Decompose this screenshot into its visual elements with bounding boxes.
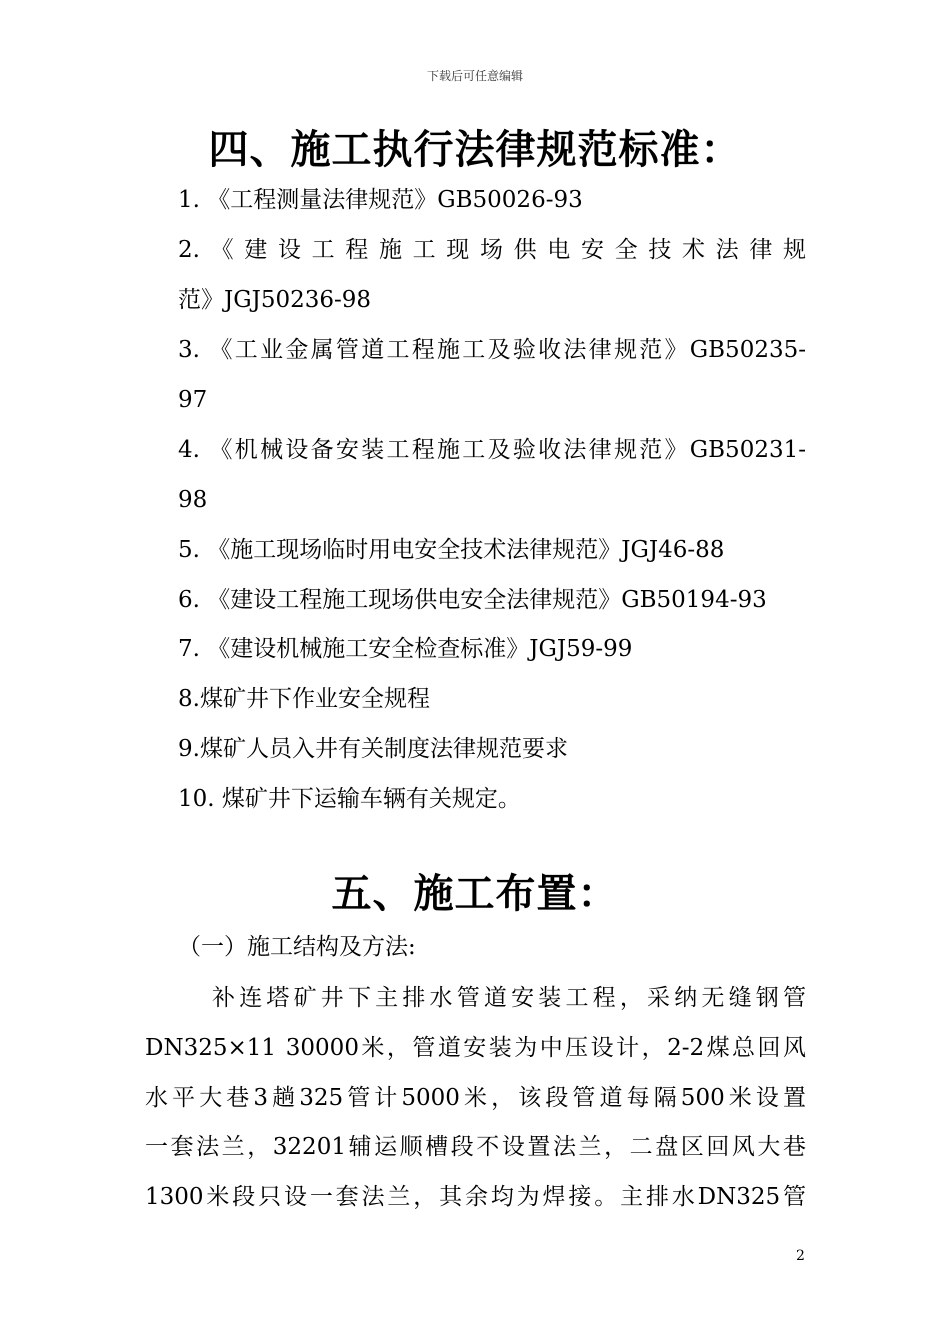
section-4-title: 四、施工执行法律规范标准： (208, 127, 742, 173)
list-item-2: 2.《建设工程施工现场供电安全技术法律规 (178, 237, 806, 263)
section-5-title: 五、施工布置： (331, 871, 619, 917)
paragraph-line-2: DN325×11 30000米，管道安装为中压设计，2-2煤总回风 (145, 1035, 806, 1061)
paragraph-line-3: 水平大巷3趟325管计5000米，该段管道每隔500米设置 (145, 1085, 806, 1111)
header-note: 下载后可任意编辑 (426, 69, 523, 83)
paragraph-line-5: 1300米段只设一套法兰，其余均为焊接。主排水DN325管 (145, 1184, 806, 1210)
list-item-3-continued: 97 (178, 387, 208, 413)
list-item-5: 5. 《施工现场临时用电安全技术法律规范》JGJ46-88 (178, 537, 725, 563)
list-item-8: 8.煤矿井下作业安全规程 (178, 686, 430, 712)
list-item-6: 6. 《建设工程施工现场供电安全法律规范》GB50194-93 (178, 587, 767, 613)
list-item-9: 9.煤矿人员入井有关制度法律规范要求 (178, 736, 568, 762)
section-5-subheading: （一）施工结构及方法: (178, 934, 416, 960)
list-item-3: 3. 《工业金属管道工程施工及验收法律规范》GB50235- (178, 337, 806, 363)
list-item-10: 10. 煤矿井下运输车辆有关规定。 (178, 786, 521, 812)
page-number: 2 (796, 1248, 805, 1264)
list-item-2-continued: 范》JGJ50236-98 (178, 287, 372, 313)
list-item-7: 7. 《建设机械施工安全检查标准》JGJ59-99 (178, 636, 633, 662)
list-item-1: 1. 《工程测量法律规范》GB50026-93 (178, 187, 583, 213)
paragraph-line-1: 补连塔矿井下主排水管道安装工程，采纳无缝钢管 (212, 985, 806, 1011)
list-item-4: 4. 《机械设备安装工程施工及验收法律规范》GB50231- (178, 437, 806, 463)
paragraph-line-4: 一套法兰，32201辅运顺槽段不设置法兰，二盘区回风大巷 (145, 1134, 806, 1160)
list-item-4-continued: 98 (178, 487, 208, 513)
